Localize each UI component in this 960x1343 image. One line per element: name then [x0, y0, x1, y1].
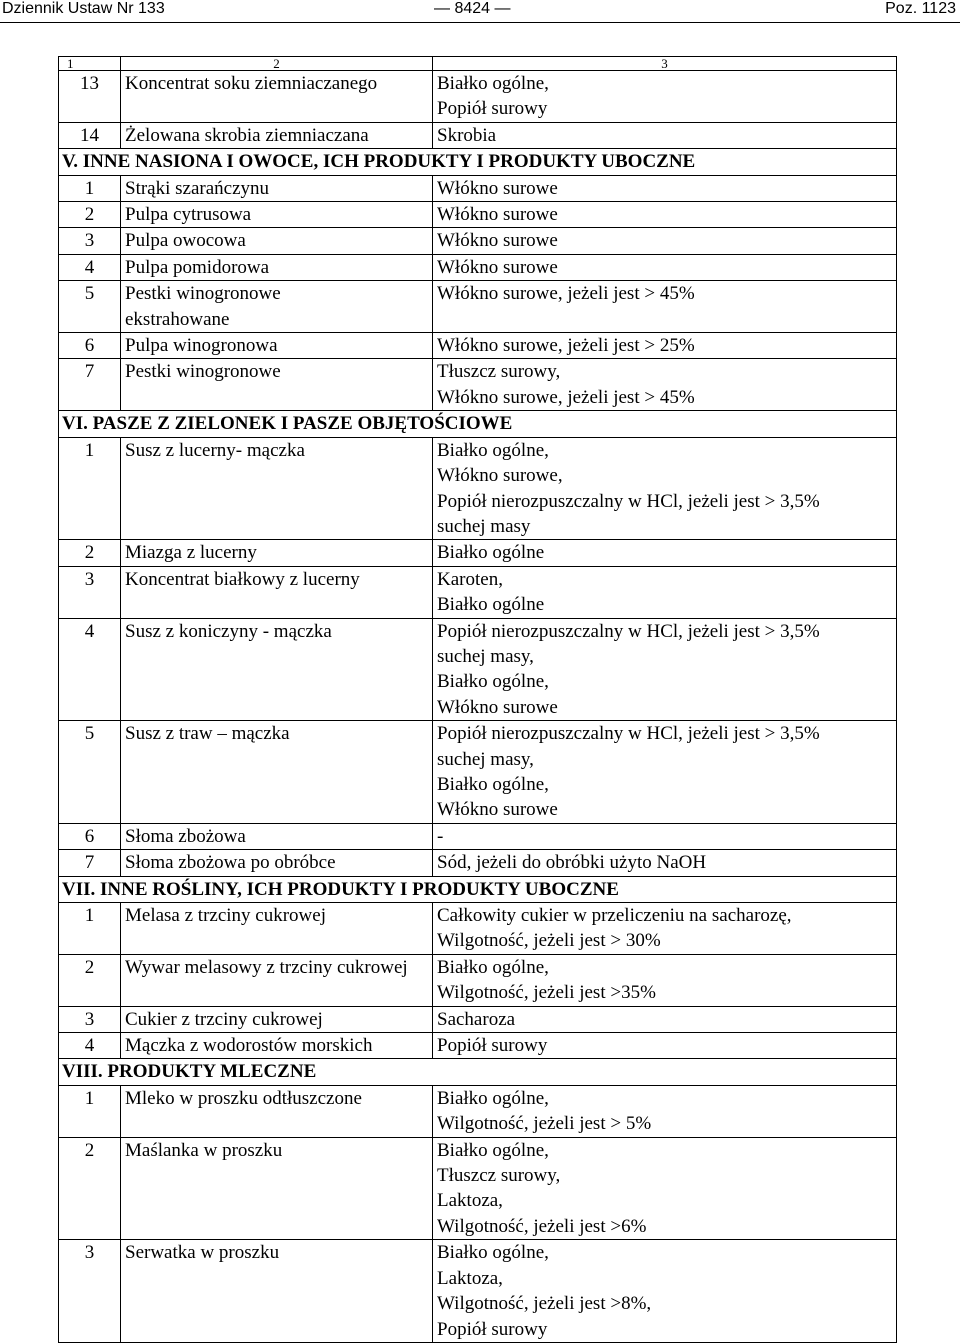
table-row — [59, 175, 897, 201]
section-heading-row — [59, 876, 897, 902]
item-number: 2 — [59, 202, 121, 228]
item-number: 1 — [59, 1085, 121, 1137]
table-row — [59, 1240, 897, 1343]
table-row — [59, 1137, 897, 1240]
component-list: Popiół surowy — [433, 1033, 897, 1059]
component-list: Całkowity cukier w przeliczeniu na sacharozę, Wilgotność, jeżeli jest > 30% — [433, 903, 897, 955]
component-list: Tłuszcz surowy, Włókno surowe, jeżeli jest > 45% — [433, 359, 897, 411]
item-number: 4 — [59, 618, 121, 721]
table-row — [59, 254, 897, 280]
table-row — [59, 850, 897, 876]
item-number: 7 — [59, 359, 121, 411]
item-number: 7 — [59, 850, 121, 876]
column-number-3: 3 — [433, 57, 897, 71]
section-heading: VIII. PRODUKTY MLECZNE — [59, 1059, 897, 1085]
product-name: Maślanka w proszku — [121, 1137, 433, 1240]
component-list: Włókno surowe — [433, 228, 897, 254]
table-row — [59, 903, 897, 955]
item-number: 4 — [59, 1033, 121, 1059]
item-number: 3 — [59, 228, 121, 254]
position-number: Poz. 1123 — [885, 0, 956, 17]
component-list: Sód, jeżeli do obróbki użyto NaOH — [433, 850, 897, 876]
column-number-row — [59, 57, 897, 71]
section-heading-row — [59, 411, 897, 437]
product-name: Pulpa winogronowa — [121, 333, 433, 359]
page-header — [0, 0, 960, 22]
item-number: 1 — [59, 175, 121, 201]
component-list: Włókno surowe, jeżeli jest > 25% — [433, 333, 897, 359]
product-name: Wywar melasowy z trzciny cukrowej — [121, 954, 433, 1006]
section-heading-row — [59, 149, 897, 175]
item-number: 5 — [59, 721, 121, 824]
table-row — [59, 954, 897, 1006]
product-name: Cukier z trzciny cukrowej — [121, 1006, 433, 1032]
product-name: Susz z lucerny- mączka — [121, 437, 433, 540]
section-heading: VI. PASZE Z ZIELONEK I PASZE OBJĘTOŚCIOWE — [59, 411, 897, 437]
item-number: 13 — [59, 71, 121, 123]
item-number: 1 — [59, 903, 121, 955]
table-row — [59, 721, 897, 824]
item-number: 6 — [59, 333, 121, 359]
product-name: Żelowana skrobia ziemniaczana — [121, 122, 433, 148]
component-list: Białko ogólne, Tłuszcz surowy, Laktoza, Wilgotność, jeżeli jest >6% — [433, 1137, 897, 1240]
product-name: Susz z koniczyny - mączka — [121, 618, 433, 721]
table-row — [59, 1006, 897, 1032]
component-list: Białko ogólne, Popiół surowy — [433, 71, 897, 123]
item-number: 2 — [59, 954, 121, 1006]
component-list: Karoten, Białko ogólne — [433, 566, 897, 618]
components-table — [58, 56, 897, 1343]
table-row — [59, 359, 897, 411]
product-name: Mączka z wodorostów morskich — [121, 1033, 433, 1059]
column-number-2: 2 — [121, 57, 433, 71]
table-row — [59, 437, 897, 540]
product-name: Miazga z lucerny — [121, 540, 433, 566]
item-number: 4 — [59, 254, 121, 280]
item-number: 14 — [59, 122, 121, 148]
item-number: 5 — [59, 281, 121, 333]
item-number: 6 — [59, 823, 121, 849]
item-number: 1 — [59, 437, 121, 540]
component-list: Białko ogólne, Włókno surowe, Popiół nierozpuszczalny w HCl, jeżeli jest > 3,5% suchej masy — [433, 437, 897, 540]
component-list: Popiół nierozpuszczalny w HCl, jeżeli jest > 3,5% suchej masy, Białko ogólne, Włókno surowe — [433, 721, 897, 824]
table-body — [59, 57, 897, 1343]
product-name: Pestki winogronowe — [121, 359, 433, 411]
product-name: Pulpa cytrusowa — [121, 202, 433, 228]
component-list: Białko ogólne, Wilgotność, jeżeli jest >35% — [433, 954, 897, 1006]
item-number: 3 — [59, 566, 121, 618]
component-list: Skrobia — [433, 122, 897, 148]
table-row — [59, 566, 897, 618]
section-heading: VII. INNE ROŚLINY, ICH PRODUKTY I PRODUKTY UBOCZNE — [59, 876, 897, 902]
item-number: 2 — [59, 1137, 121, 1240]
component-list: Włókno surowe — [433, 202, 897, 228]
item-number: 3 — [59, 1006, 121, 1032]
table-row — [59, 823, 897, 849]
section-heading: V. INNE NASIONA I OWOCE, ICH PRODUKTY I PRODUKTY UBOCZNE — [59, 149, 897, 175]
component-list: Białko ogólne, Wilgotność, jeżeli jest > 5% — [433, 1085, 897, 1137]
section-heading-row — [59, 1059, 897, 1085]
header-rule — [0, 22, 960, 23]
product-name: Koncentrat soku ziemniaczanego — [121, 71, 433, 123]
table-row — [59, 228, 897, 254]
component-list: - — [433, 823, 897, 849]
product-name: Pestki winogronowe ekstrahowane — [121, 281, 433, 333]
product-name: Pulpa owocowa — [121, 228, 433, 254]
table-row — [59, 618, 897, 721]
product-name: Słoma zbożowa — [121, 823, 433, 849]
item-number: 3 — [59, 1240, 121, 1343]
product-name: Mleko w proszku odtłuszczone — [121, 1085, 433, 1137]
component-list: Włókno surowe — [433, 175, 897, 201]
table-row — [59, 202, 897, 228]
product-name: Strąki szarańczynu — [121, 175, 433, 201]
journal-title: Dziennik Ustaw Nr 133 — [2, 0, 165, 17]
table-row — [59, 281, 897, 333]
table-row — [59, 1033, 897, 1059]
product-name: Susz z traw – mączka — [121, 721, 433, 824]
component-list: Sacharoza — [433, 1006, 897, 1032]
table-row — [59, 540, 897, 566]
component-list: Popiół nierozpuszczalny w HCl, jeżeli jest > 3,5% suchej masy, Białko ogólne, Włókno surowe — [433, 618, 897, 721]
table-row — [59, 1085, 897, 1137]
component-list: Włókno surowe, jeżeli jest > 45% — [433, 281, 897, 333]
product-name: Melasa z trzciny cukrowej — [121, 903, 433, 955]
page-number: — 8424 — — [434, 0, 511, 17]
product-name: Pulpa pomidorowa — [121, 254, 433, 280]
item-number: 2 — [59, 540, 121, 566]
product-name: Koncentrat białkowy z lucerny — [121, 566, 433, 618]
column-number-1: 1 — [59, 57, 121, 71]
table-row — [59, 122, 897, 148]
component-list: Białko ogólne — [433, 540, 897, 566]
component-list: Białko ogólne, Laktoza, Wilgotność, jeżeli jest >8%, Popiół surowy — [433, 1240, 897, 1343]
product-name: Serwatka w proszku — [121, 1240, 433, 1343]
component-list: Włókno surowe — [433, 254, 897, 280]
product-name: Słoma zbożowa po obróbce — [121, 850, 433, 876]
table-row — [59, 71, 897, 123]
table-row — [59, 333, 897, 359]
